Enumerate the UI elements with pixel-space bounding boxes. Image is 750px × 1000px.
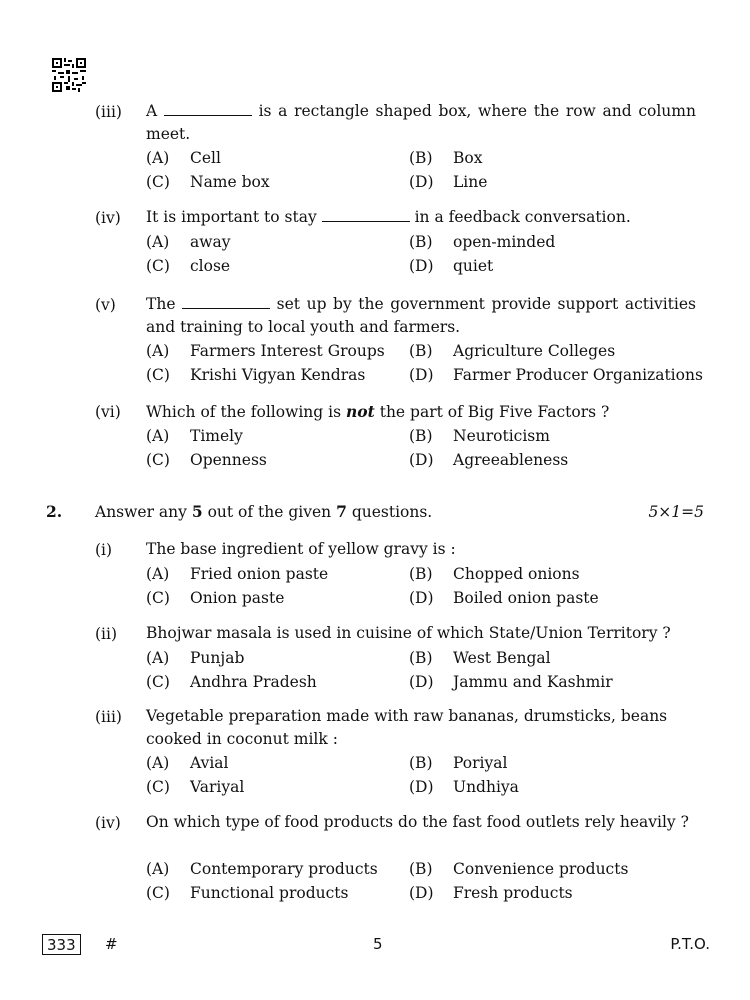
question-stem: The set up by the government provide support activities and training to local youth and farmers. bbox=[146, 295, 696, 336]
question-stem: On which type of food products do the fast food outlets rely heavily ? bbox=[146, 813, 689, 831]
question-number: (i) bbox=[95, 541, 113, 559]
fill-blank bbox=[164, 101, 252, 116]
option-b: (B) Convenience products bbox=[409, 860, 629, 878]
question-2-iv bbox=[95, 811, 705, 905]
question-1-iv bbox=[95, 206, 705, 278]
marks: 5×1=5 bbox=[648, 503, 704, 521]
question-2-iii bbox=[95, 705, 705, 799]
option-d: (D) Undhiya bbox=[409, 778, 519, 796]
question-number: (ii) bbox=[95, 625, 118, 643]
question-number: (vi) bbox=[95, 403, 121, 421]
options bbox=[95, 230, 705, 278]
option-a: (A) away bbox=[146, 233, 231, 251]
question-number: (v) bbox=[95, 296, 116, 314]
question-2-i bbox=[95, 538, 705, 610]
options bbox=[95, 857, 705, 905]
question-number: (iv) bbox=[95, 814, 121, 832]
option-d: (D) Farmer Producer Organizations bbox=[409, 366, 703, 384]
question-stem: The base ingredient of yellow gravy is : bbox=[146, 540, 456, 558]
option-c: (C) Onion paste bbox=[146, 589, 285, 607]
question-number: (iii) bbox=[95, 103, 122, 121]
option-a: (A) Contemporary products bbox=[146, 860, 378, 878]
option-a: (A) Timely bbox=[146, 427, 243, 445]
option-a: (A) Fried onion paste bbox=[146, 565, 329, 583]
options bbox=[95, 751, 705, 799]
option-d: (D) Line bbox=[409, 173, 488, 191]
question-stem: Vegetable preparation made with raw bananas, drumsticks, beans cooked in coconut milk : bbox=[146, 707, 668, 748]
option-d: (D) Jammu and Kashmir bbox=[409, 673, 613, 691]
option-b: (B) Agriculture Colleges bbox=[409, 342, 616, 360]
option-c: (C) Functional products bbox=[146, 884, 349, 902]
option-b: (B) Poriyal bbox=[409, 754, 508, 772]
fill-blank bbox=[182, 294, 270, 309]
question-stem: It is important to stay in a feedback conversation. bbox=[146, 208, 631, 226]
paper-code: 333 bbox=[42, 934, 81, 955]
option-b: (B) Box bbox=[409, 149, 483, 167]
option-c: (C) Openness bbox=[146, 451, 267, 469]
question-stem: A is a rectangle shaped box, where the row and column meet. bbox=[146, 102, 696, 143]
option-d: (D) quiet bbox=[409, 257, 494, 275]
section-number: 2. bbox=[46, 502, 63, 521]
page-number: 5 bbox=[373, 935, 383, 953]
option-b: (B) open-minded bbox=[409, 233, 556, 251]
option-d: (D) Fresh products bbox=[409, 884, 573, 902]
qr-code-icon bbox=[52, 58, 86, 92]
options bbox=[95, 562, 705, 610]
question-1-vi bbox=[95, 400, 705, 472]
options bbox=[95, 646, 705, 694]
option-a: (A) Farmers Interest Groups bbox=[146, 342, 385, 360]
option-c: (C) close bbox=[146, 257, 231, 275]
hash-mark: # bbox=[105, 935, 118, 953]
question-2-ii bbox=[95, 622, 705, 694]
emphasis: not bbox=[346, 402, 375, 421]
option-a: (A) Punjab bbox=[146, 649, 245, 667]
options bbox=[95, 339, 705, 387]
option-c: (C) Variyal bbox=[146, 778, 245, 796]
option-c: (C) Name box bbox=[146, 173, 270, 191]
question-stem: Which of the following is not the part of Big Five Factors ? bbox=[146, 402, 610, 421]
question-stem: Bhojwar masala is used in cuisine of which State/Union Territory ? bbox=[146, 624, 671, 642]
option-b: (B) Neuroticism bbox=[409, 427, 550, 445]
option-a: (A) Avial bbox=[146, 754, 229, 772]
option-c: (C) Andhra Pradesh bbox=[146, 673, 317, 691]
fill-blank bbox=[322, 207, 410, 222]
question-1-iii bbox=[95, 100, 705, 194]
question-number: (iv) bbox=[95, 209, 121, 227]
option-c: (C) Krishi Vigyan Kendras bbox=[146, 366, 366, 384]
page-footer bbox=[40, 934, 710, 958]
option-b: (B) Chopped onions bbox=[409, 565, 580, 583]
question-1-v bbox=[95, 293, 705, 387]
options bbox=[95, 146, 705, 194]
option-d: (D) Boiled onion paste bbox=[409, 589, 599, 607]
option-a: (A) Cell bbox=[146, 149, 221, 167]
question-number: (iii) bbox=[95, 708, 122, 726]
options bbox=[95, 424, 705, 472]
pto-label: P.T.O. bbox=[670, 935, 710, 953]
option-d: (D) Agreeableness bbox=[409, 451, 569, 469]
section-instruction: Answer any 5 out of the given 7 questions. bbox=[95, 502, 433, 521]
option-b: (B) West Bengal bbox=[409, 649, 551, 667]
section-2-header bbox=[46, 500, 704, 524]
